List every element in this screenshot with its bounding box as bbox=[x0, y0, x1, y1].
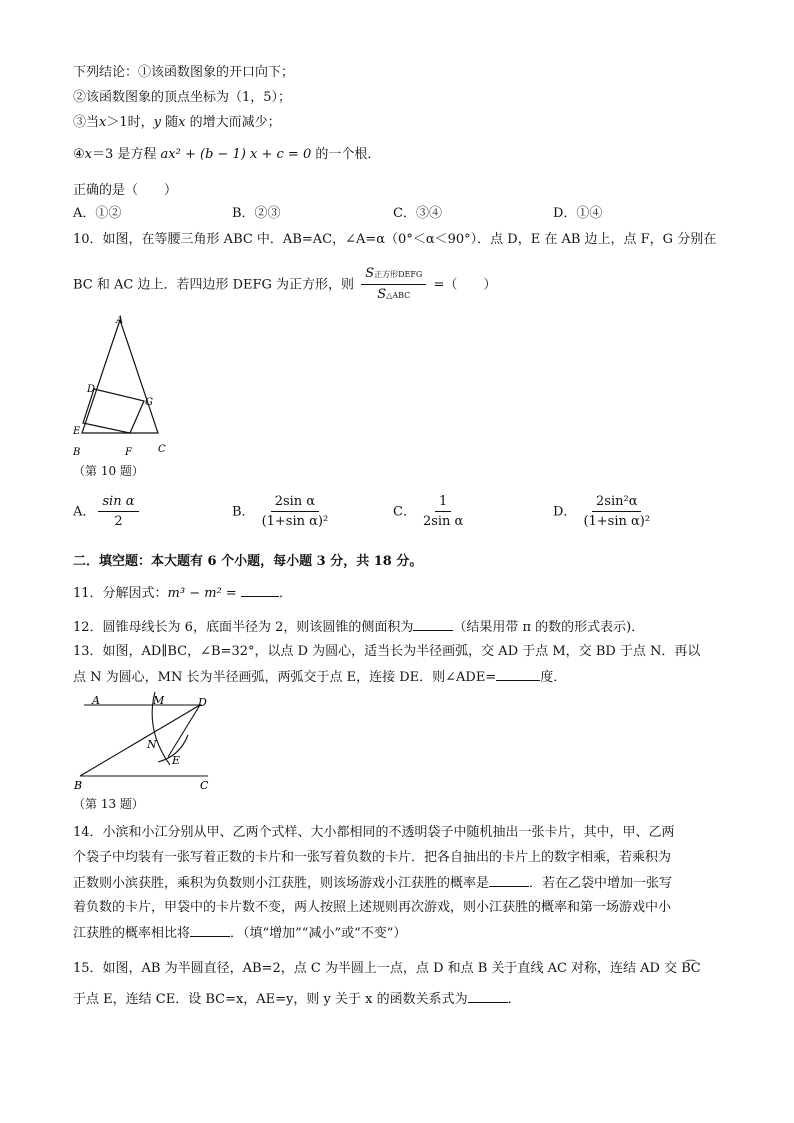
q9-equation: ax² + (b − 1) x + c = 0 bbox=[160, 147, 312, 162]
q10-option-a[interactable]: A． $\frac{\text{sin α}}{2}$ bbox=[73, 494, 142, 530]
q13-line-2: 点 N 为圆心，MN 长为半径画弧，两弧交于点 E，连接 DE．则∠ADE= 度． bbox=[73, 670, 567, 685]
label-e: E bbox=[172, 754, 181, 767]
q9-option-d[interactable]: D．①④ bbox=[553, 206, 603, 221]
q14-line-4: 着负数的卡片，甲袋中的卡片数不变，两人按照上述规则再次游戏，则小江获胜的概率和第一场游戏中小 bbox=[73, 900, 672, 915]
q10-area-ratio: $\frac{\text{S正方形DEFG}}{\text{S△ABC}}$ bbox=[361, 266, 426, 304]
q14-line-2: 个袋子中均装有一张写着正数的卡片和一张写着负数的卡片．把各自抽出的卡片上的数字相乘，若乘积为 bbox=[73, 850, 672, 865]
q10-option-c[interactable]: C． $\frac{1}{\text{2sin α}}$ bbox=[393, 494, 464, 529]
q9-conclusion-3: ③当x＞1时，y 随x 的增大而减少； bbox=[73, 115, 281, 130]
q13-answer-blank[interactable] bbox=[496, 668, 540, 681]
q10-figure bbox=[70, 312, 180, 462]
q15-line-1: 15．如图，AB 为半圆直径，AB=2，点 C 为半圆上一点，点 D 和点 B 关于直线 AC 对称，连结 AD 交 B͡C bbox=[73, 961, 701, 976]
q9-option-b[interactable]: B．②③ bbox=[232, 206, 281, 221]
label-c: C bbox=[158, 444, 166, 455]
square-defg bbox=[83, 389, 144, 433]
q12: 12．圆锥母线长为 6，底面半径为 2，则该圆锥的侧面积为 （结果用带 π 的数的形式表示)． bbox=[73, 620, 645, 635]
label-d: D bbox=[87, 384, 96, 395]
section-2-heading: 二．填空题：本大题有 6 个小题，每小题 3 分，共 18 分。 bbox=[73, 554, 423, 569]
q14-line-3: 正数则小滨获胜，乘积为负数则小江获胜，则该场游戏小江获胜的概率是 ．若在乙袋中增加一张写 bbox=[73, 876, 673, 891]
label-m: M bbox=[153, 694, 165, 707]
label-f: F bbox=[125, 447, 132, 458]
q12-answer-blank[interactable] bbox=[413, 618, 453, 631]
label-n: N bbox=[147, 738, 157, 751]
q15-line-2: 于点 E，连结 CE．设 BC=x，AE=y，则 y 关于 x 的函数关系式为 ． bbox=[73, 992, 521, 1007]
q11: 11．分解因式：m³ − m² = ． bbox=[73, 586, 292, 601]
label-b: B bbox=[73, 447, 81, 458]
label-c: C bbox=[200, 779, 209, 792]
q10-caption: （第 10 题） bbox=[73, 464, 144, 478]
q9-option-c[interactable]: C．③④ bbox=[393, 206, 442, 221]
q13-caption: （第 13 题） bbox=[73, 797, 144, 811]
q10-line-2: BC 和 AC 边上．若四边形 DEFG 为正方形，则 $\frac{\text{S正方形DEFG}}{\text{S△ABC}}$ =（ ） bbox=[73, 266, 497, 302]
line-de bbox=[168, 705, 200, 757]
q9-prompt: 正确的是（ ） bbox=[73, 183, 178, 198]
label-e: E bbox=[73, 426, 81, 437]
line-bd bbox=[80, 705, 200, 776]
q15-answer-blank[interactable] bbox=[468, 990, 508, 1003]
label-a: A bbox=[116, 315, 124, 326]
q13-figure bbox=[70, 690, 220, 795]
q10-option-d[interactable]: D． $\frac{\text{2sin²α}}{\text{(1+sin α)²}}$ bbox=[553, 494, 651, 529]
q9-conclusion-4: ④x＝3 是方程 ax² + (b − 1) x + c = 0 的一个根． bbox=[73, 147, 381, 162]
label-g: G bbox=[145, 397, 153, 408]
q10-option-b[interactable]: B． $\frac{\text{2sin α}}{\text{(1+sin α)²}}$ bbox=[232, 494, 329, 529]
q9-intro: 下列结论：①该函数图象的开口向下； bbox=[73, 65, 295, 80]
q14-answer-blank-2[interactable] bbox=[190, 924, 230, 937]
q10-line-1: 10．如图，在等腰三角形 ABC 中．AB=AC，∠A=α（0°＜α＜90°）．点 D，E 在 AB 边上，点 F，G 分别在 bbox=[73, 232, 717, 247]
q9-option-a[interactable]: A．①② bbox=[73, 206, 122, 221]
q14-answer-blank-1[interactable] bbox=[489, 874, 529, 887]
q14-line-1: 14．小滨和小江分别从甲、乙两个式样、大小都相同的不透明袋子中随机抽出一张卡片，其中，甲、乙两 bbox=[73, 825, 675, 840]
label-b: B bbox=[74, 779, 83, 792]
triangle-abc bbox=[82, 320, 158, 433]
label-a: A bbox=[92, 694, 100, 707]
label-d: D bbox=[198, 696, 207, 709]
q14-line-5: 江获胜的概率相比将 ．（填“增加”“减小”或“不变”） bbox=[73, 926, 407, 941]
q13-line-1: 13．如图，AD∥BC，∠B=32°，以点 D 为圆心，适当长为半径画弧，交 AD 于点 M，交 BD 于点 N．再以 bbox=[73, 644, 701, 659]
q9-conclusion-2: ②该函数图象的顶点坐标为（1，5）； bbox=[73, 90, 292, 105]
q11-answer-blank[interactable] bbox=[241, 584, 279, 597]
